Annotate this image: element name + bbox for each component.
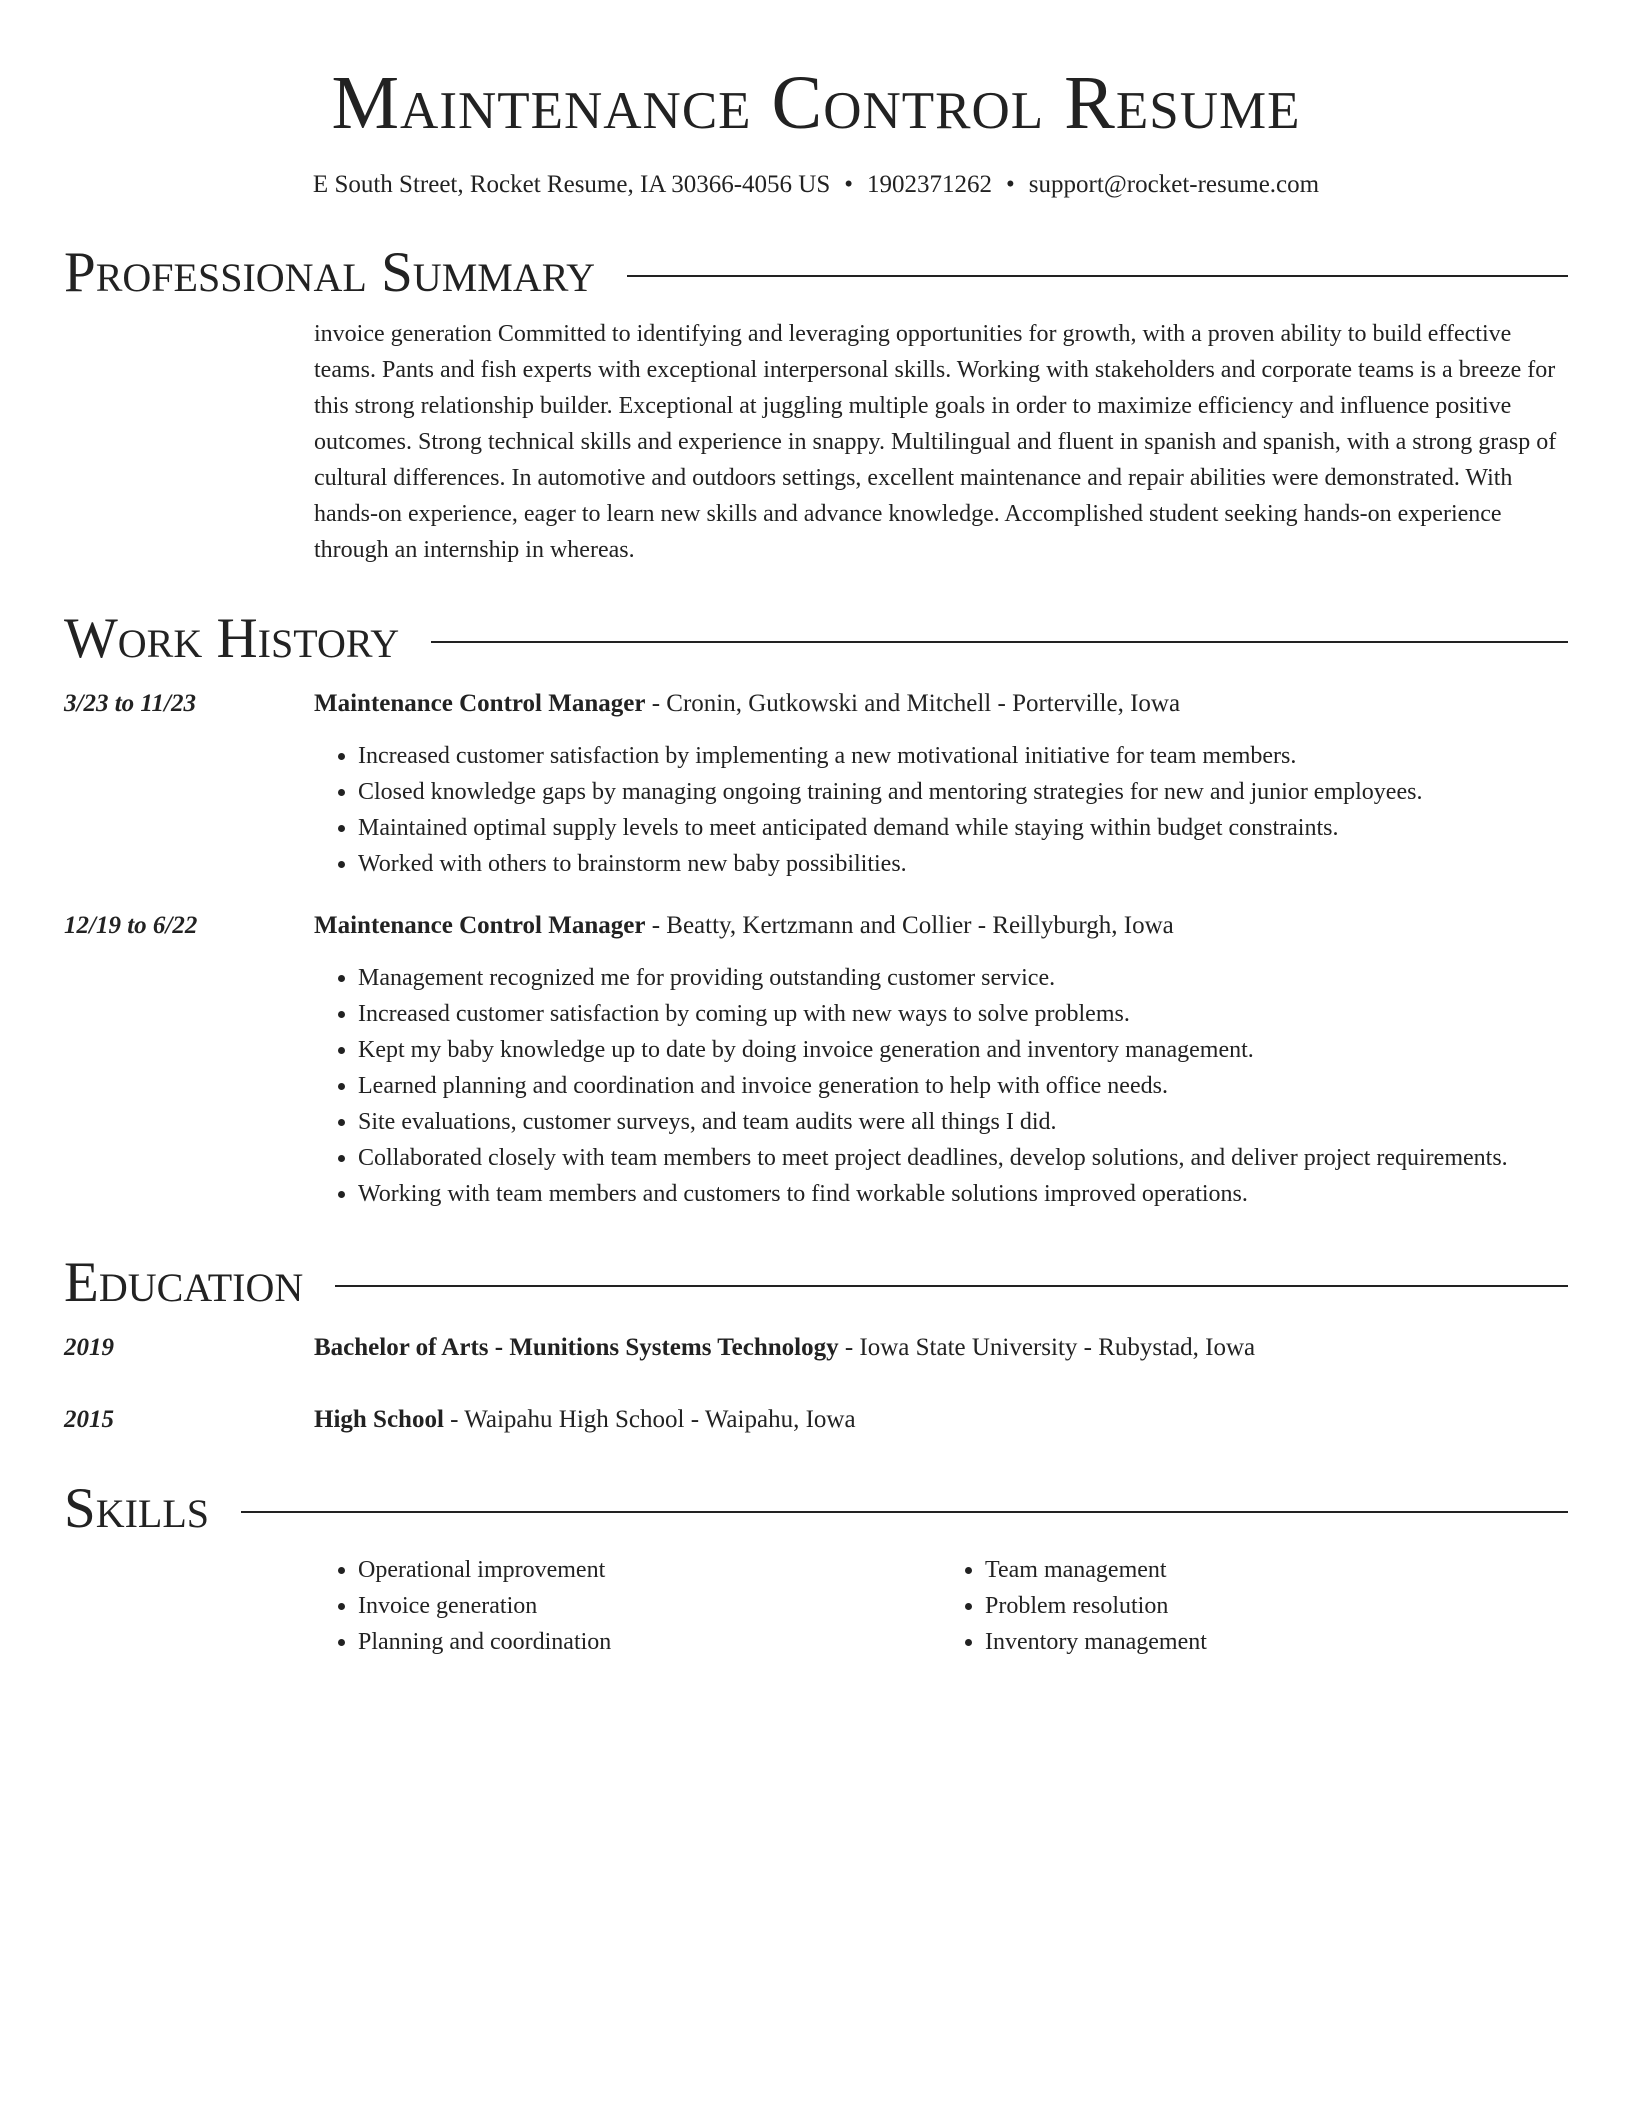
education-entry (64, 1330, 1568, 1366)
section-divider (431, 641, 1568, 643)
skill-item: • Planning and coordination (358, 1624, 941, 1660)
contact-phone: 1902371262 (867, 171, 993, 198)
job-bullet: • Management recognized me for providing outstanding customer service. (358, 960, 1568, 996)
skills-section-header (64, 1476, 1568, 1542)
skill-item: • Inventory management (985, 1624, 1568, 1660)
skill-item: • Operational improvement (358, 1552, 941, 1588)
contact-separator: • (844, 171, 854, 198)
summary-heading: Professional Summary (64, 241, 596, 304)
job-title: Maintenance Control Manager (314, 690, 646, 717)
job-body (314, 908, 1568, 1212)
skills-heading: Skills (64, 1477, 210, 1540)
education-heading: Education (64, 1251, 304, 1314)
job-bullet: • Increased customer satisfaction by implementing a new motivational initiative for team members. (358, 738, 1568, 774)
job-bullet: • Learned planning and coordination and invoice generation to help with office needs. (358, 1068, 1568, 1104)
education-details: - Iowa State University - Rubystad, Iowa (838, 1334, 1256, 1361)
job-header (314, 908, 1568, 944)
job-details: - Cronin, Gutkowski and Mitchell - Porterville, Iowa (645, 690, 1181, 717)
education-year: 2015 (64, 1406, 114, 1433)
education-year: 2019 (64, 1334, 114, 1361)
job-bullet: • Site evaluations, customer surveys, and team audits were all things I did. (358, 1104, 1568, 1140)
job-bullet: • Collaborated closely with team members to meet project deadlines, develop solutions, and deliver project requirements. (358, 1140, 1568, 1176)
education-degree: Bachelor of Arts - Munitions Systems Technology (314, 1334, 839, 1361)
resume-title: Maintenance Control Resume (331, 61, 1301, 145)
contact-separator: • (1006, 171, 1015, 198)
contact-address: E South Street, Rocket Resume, IA 30366-4056 US (312, 171, 831, 198)
skills-grid (314, 1552, 1568, 1660)
education-entry (64, 1402, 1568, 1438)
job-dates: 12/19 to 6/22 (64, 912, 198, 939)
job-bullet: • Working with team members and customers to find workable solutions improved operations. (358, 1176, 1568, 1212)
job-bullet: • Increased customer satisfaction by coming up with new ways to solve problems. (358, 996, 1568, 1032)
job-entry (64, 908, 1568, 1212)
job-dates: 3/23 to 11/23 (64, 690, 196, 717)
skill-item: • Invoice generation (358, 1588, 941, 1624)
skill-item: • Team management (985, 1552, 1568, 1588)
contact-email: support@rocket-resume.com (1028, 171, 1320, 198)
skills-column-right (941, 1552, 1568, 1660)
summary-text: invoice generation Committed to identifying and leveraging opportunities for growth, with a proven ability to build effective teams. Pants and fish experts with exceptional interpersonal skills. Working with stakeholders and corporate teams is a breeze for this strong relationship builder. Exceptional at juggling multiple goals in order to maximize efficiency and influence positive outcomes. Strong technical skills and experience in snappy. Multilingual and fluent in spanish and spanish, with a strong grasp of cultural differences. In automotive and outdoors settings, excellent maintenance and repair abilities were demonstrated. With hands-on experience, eager to learn new skills and advance knowledge. Accomplished student seeking hands-on experience through an internship in whereas. (314, 321, 1557, 563)
section-divider (627, 275, 1568, 277)
education-header (314, 1330, 1255, 1366)
education-section-header (64, 1250, 1568, 1316)
job-bullets (314, 738, 1568, 882)
education-header (314, 1402, 856, 1438)
skill-item: • Problem resolution (985, 1588, 1568, 1624)
job-body (314, 686, 1568, 882)
job-bullet: • Maintained optimal supply levels to meet anticipated demand while staying within budget constraints. (358, 810, 1568, 846)
education-details: - Waipahu High School - Waipahu, Iowa (443, 1406, 856, 1433)
job-bullet: • Closed knowledge gaps by managing ongoing training and mentoring strategies for new and junior employees. (358, 774, 1568, 810)
education-degree: High School (314, 1406, 444, 1433)
job-title: Maintenance Control Manager (314, 912, 646, 939)
work-heading: Work History (64, 607, 400, 670)
job-bullet: • Kept my baby knowledge up to date by doing invoice generation and inventory management. (358, 1032, 1568, 1068)
job-bullet: • Worked with others to brainstorm new baby possibilities. (358, 846, 1568, 882)
section-divider (335, 1285, 1568, 1287)
job-entry (64, 686, 1568, 882)
contact-line (64, 168, 1568, 202)
summary-section-header (64, 240, 1568, 306)
skills-column-left (314, 1552, 941, 1660)
work-section-header (64, 606, 1568, 672)
job-details: - Beatty, Kertzmann and Collier - Reillyburgh, Iowa (645, 912, 1174, 939)
job-bullets (314, 960, 1568, 1212)
section-divider (241, 1511, 1568, 1513)
job-header (314, 686, 1568, 722)
